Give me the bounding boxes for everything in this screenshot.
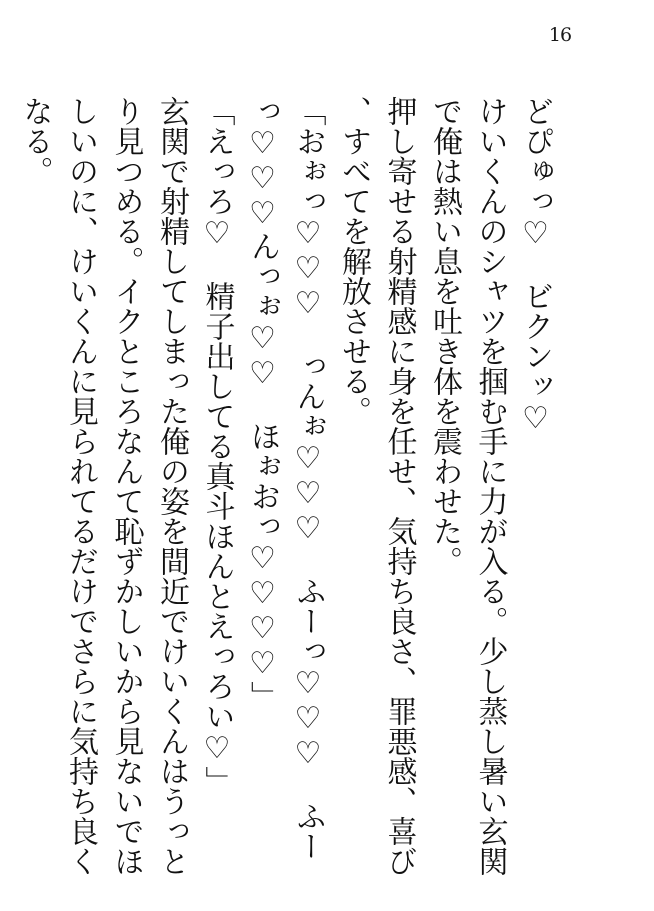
- paragraph-3: 押し寄せる射精感に身を任せ、気持ち良さ、罪悪感、喜び、すべてを解放させる。: [336, 96, 417, 876]
- page-number: 16: [548, 24, 572, 46]
- paragraph-4: 「おぉっ♡♡♡ っんぉ♡♡♡ ふーっ♡♡♡ ふーっ♡♡♡んっぉ♡♡ ほぉおっ♡♡♡♡」: [245, 96, 326, 861]
- paragraph-1: どぴゅっ♡ ビクンッ♡: [518, 96, 553, 436]
- paragraph-5: 「えっろ♡ 精子出してる真斗ほんとえっろい♡」: [199, 96, 235, 796]
- paragraph-6: 玄関で射精してしまった俺の姿を間近でけいくんはうっとり見つめる。イクところなんて恥ずかしいから見ないでほしいのに、けいくんに見られてるだけでさらに気持ち良くなる。: [17, 96, 189, 876]
- paragraph-2: けいくんのシャツを掴む手に力が入る。少し蒸し暑い玄関で俺は熱い息を吐き体を震わせた。: [427, 96, 508, 876]
- vertical-body-text: [12, 96, 558, 886]
